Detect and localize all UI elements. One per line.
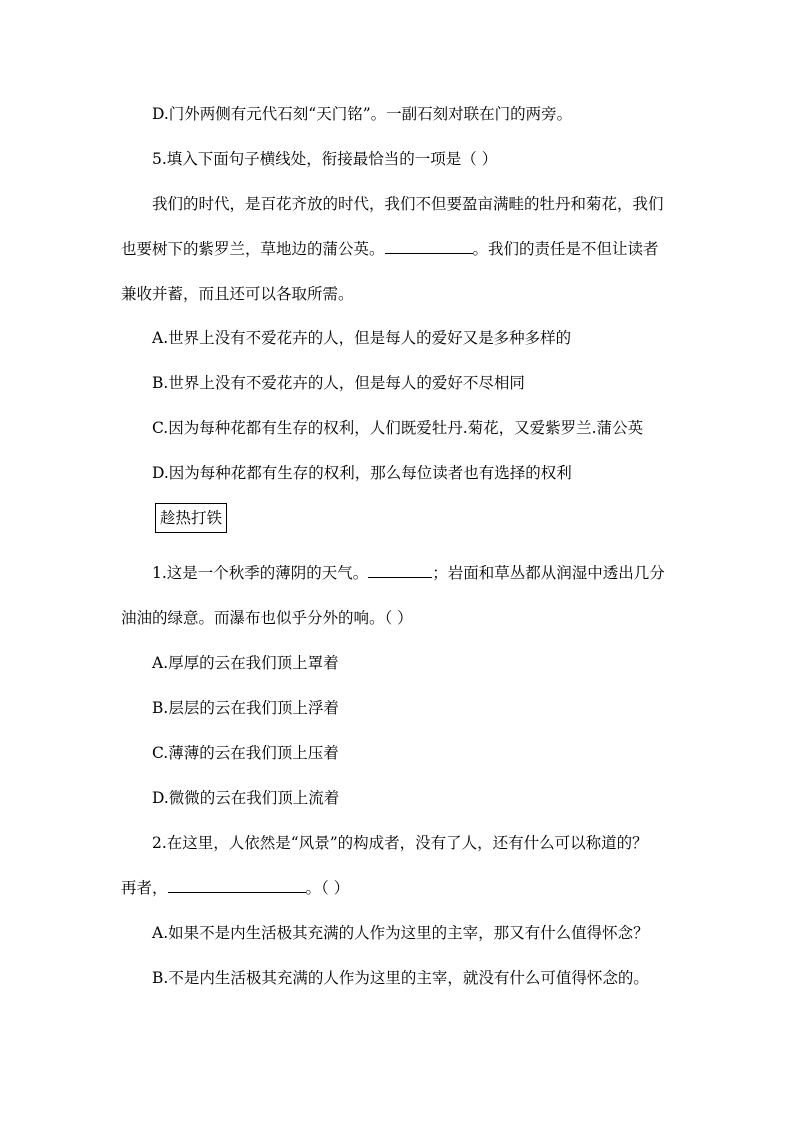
- question-5-option-d: D.因为每种花都有生存的权利，那么每位读者也有选择的权利: [152, 464, 572, 482]
- question-5-passage-line-1: 我们的时代，是百花齐放的时代，我们不但要盈亩满畦的牡丹和菊花，我们: [152, 195, 664, 213]
- question-1-line-2: 油油的绿意。而瀑布也似乎分外的响。（ ）: [121, 609, 413, 627]
- question-2-option-b: B.不是内生活极其充满的人作为这里的主宰，就没有什么可值得怀念的。: [152, 969, 649, 987]
- passage-text-after-blank: 。我们的责任是不但让读者: [472, 240, 659, 258]
- section-title-box: [155, 503, 227, 533]
- question-5-option-b: B.世界上没有不爱花卉的人，但是每人的爱好不尽相同: [152, 374, 525, 392]
- question-5-passage-line-2: [121, 239, 659, 259]
- question-2-option-a: A.如果不是内生活极其充满的人作为这里的主宰，那又有什么值得怀念？: [152, 924, 649, 942]
- answer-blank: [368, 563, 432, 578]
- question-1-line-1: [152, 563, 665, 583]
- question-1-option-d: D.微微的云在我们顶上流着: [152, 789, 340, 807]
- prev-option-d: D.门外两侧有元代石刻“天门铭”。一副石刻对联在门的两旁。: [152, 105, 573, 123]
- question-2-text-after-blank: 。（ ）: [305, 879, 350, 897]
- question-2-line-2: [121, 878, 349, 898]
- question-1-option-c: C.薄薄的云在我们顶上压着: [152, 744, 339, 762]
- question-5-stem: 5.填入下面句子横线处，衔接最恰当的一项是（ ）: [152, 150, 498, 168]
- answer-blank: [168, 878, 306, 893]
- question-5-option-a: A.世界上没有不爱花卉的人，但是每人的爱好又是多种多样的: [152, 329, 572, 347]
- question-5-passage-line-3: 兼收并蓄，而且还可以各取所需。: [121, 285, 354, 303]
- section-title: 趁热打铁: [160, 509, 223, 527]
- question-1-text-before-blank: 1.这是一个秋季的薄阴的天气。: [152, 564, 369, 582]
- question-1-option-a: A.厚厚的云在我们顶上罩着: [152, 654, 339, 672]
- question-1-option-b: B.层层的云在我们顶上浮着: [152, 699, 339, 717]
- passage-text-before-blank: 也要树下的紫罗兰，草地边的蒲公英。: [121, 240, 385, 258]
- question-2-line-1: 2.在这里，人依然是“风景”的构成者，没有了人，还有什么可以称道的？: [152, 834, 648, 852]
- question-1-text-after-blank: ；岩面和草丛都从润湿中透出几分: [432, 564, 665, 582]
- answer-blank: [385, 239, 473, 254]
- question-5-option-c: C.因为每种花都有生存的权利，人们既爱牡丹.菊花，又爱紫罗兰.蒲公英: [152, 419, 644, 437]
- question-2-text-before-blank: 再者，: [121, 879, 168, 897]
